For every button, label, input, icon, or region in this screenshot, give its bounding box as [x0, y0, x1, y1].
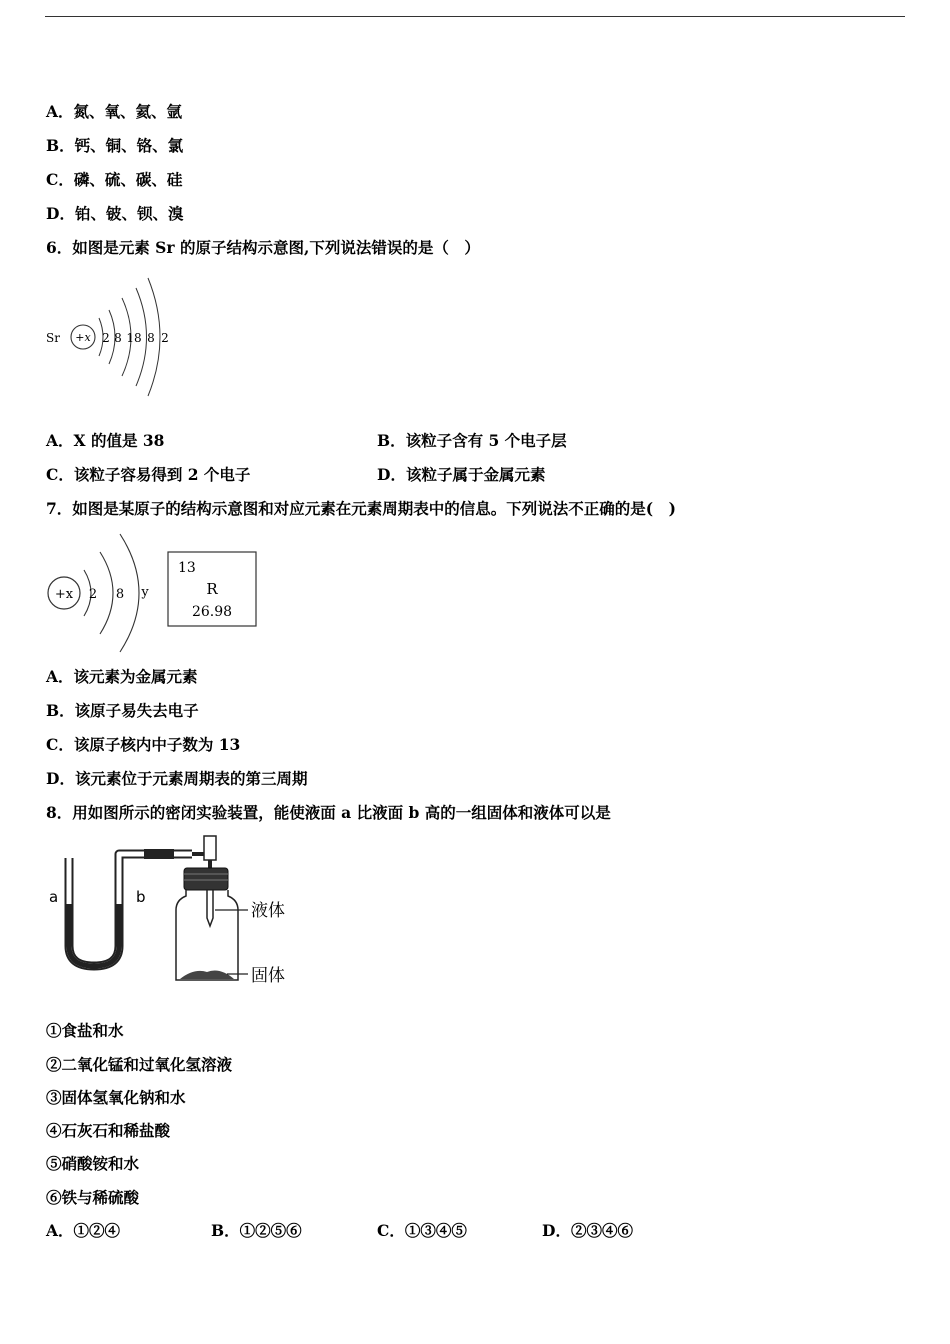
nucleus-charge-label: +x [54, 587, 74, 602]
q8-option-a[interactable]: A．①②④ [46, 1221, 121, 1240]
u-tube [69, 854, 192, 966]
dropper-bulb [204, 836, 216, 860]
q8-item-2: ②二氧化锰和过氧化氢溶液 [46, 1055, 233, 1074]
nucleus-charge-label: +x [75, 331, 91, 344]
shell-electron-count: y [141, 585, 149, 600]
atom-and-periodic-cell-diagram [44, 532, 264, 656]
shell-electron-count: 8 [114, 331, 122, 345]
shell-electron-count: 2 [102, 331, 110, 345]
q7-option-b[interactable]: B．该原子易失去电子 [46, 701, 199, 720]
element-symbol-label: Sr [46, 331, 60, 345]
header-rule [45, 16, 905, 17]
solid-sample [180, 971, 234, 979]
q5-option-b[interactable]: B．钙、铜、铬、氯 [46, 136, 184, 155]
q6-stem: 6．如图是元素 Sr 的原子结构示意图,下列说法错误的是（ ） [46, 238, 480, 257]
q7-option-d[interactable]: D．该元素位于元素周期表的第三周期 [46, 769, 308, 788]
shell-electron-count: 8 [115, 587, 125, 602]
q7-option-a[interactable]: A．该元素为金属元素 [46, 667, 198, 686]
rubber-connector [144, 849, 174, 859]
q5-option-d[interactable]: D．铂、铍、钡、溴 [46, 204, 184, 223]
q8-item-1: ①食盐和水 [46, 1021, 124, 1040]
q8-option-b[interactable]: B．①②⑤⑥ [211, 1221, 302, 1240]
solid-label: 固体 [251, 966, 285, 986]
u-tube-inner [69, 854, 192, 966]
q5-option-a[interactable]: A．氮、氧、氦、氩 [46, 102, 183, 121]
q8-option-d[interactable]: D．②③④⑥ [542, 1221, 633, 1240]
q8-option-c[interactable]: C．①③④⑤ [377, 1221, 467, 1240]
level-b-label: b [136, 888, 146, 906]
liquid-label: 液体 [251, 901, 285, 921]
q6-option-b[interactable]: B．该粒子含有 5 个电子层 [377, 431, 567, 450]
q7-option-c[interactable]: C．该原子核内中子数为 13 [46, 735, 241, 754]
q8-item-5: ⑤硝酸铵和水 [46, 1154, 140, 1173]
electron-shell-arc [100, 552, 113, 634]
shell-electron-count: 2 [161, 331, 169, 345]
rubber-stopper [184, 868, 228, 890]
q7-stem: 7．如图是某原子的结构示意图和对应元素在元素周期表中的信息。下列说法不正确的是( ) [46, 499, 676, 518]
dropper-tube [207, 890, 213, 926]
atomic-number-label: 13 [178, 560, 196, 576]
shell-electron-count: 8 [147, 331, 155, 345]
element-symbol-label: R [206, 580, 218, 598]
q6-option-d[interactable]: D．该粒子属于金属元素 [377, 465, 546, 484]
shell-electron-count: 2 [88, 587, 98, 602]
sr-atom-diagram [44, 278, 184, 400]
q5-option-c[interactable]: C．磷、硫、碳、硅 [46, 170, 183, 189]
q6-option-a[interactable]: A．X 的值是 38 [46, 431, 165, 450]
atomic-mass-label: 26.98 [191, 604, 233, 620]
level-a-label: a [49, 888, 59, 906]
q8-item-6: ⑥铁与稀硫酸 [46, 1188, 140, 1207]
q8-item-4: ④石灰石和稀盐酸 [46, 1121, 171, 1140]
sealed-apparatus-diagram [44, 834, 304, 994]
shell-electron-count: 18 [126, 331, 142, 345]
q6-option-c[interactable]: C．该粒子容易得到 2 个电子 [46, 465, 251, 484]
q8-item-3: ③固体氢氧化钠和水 [46, 1088, 186, 1107]
q8-stem: 8．用如图所示的密闭实验装置，能使液面 a 比液面 b 高的一组固体和液体可以是 [46, 803, 611, 822]
